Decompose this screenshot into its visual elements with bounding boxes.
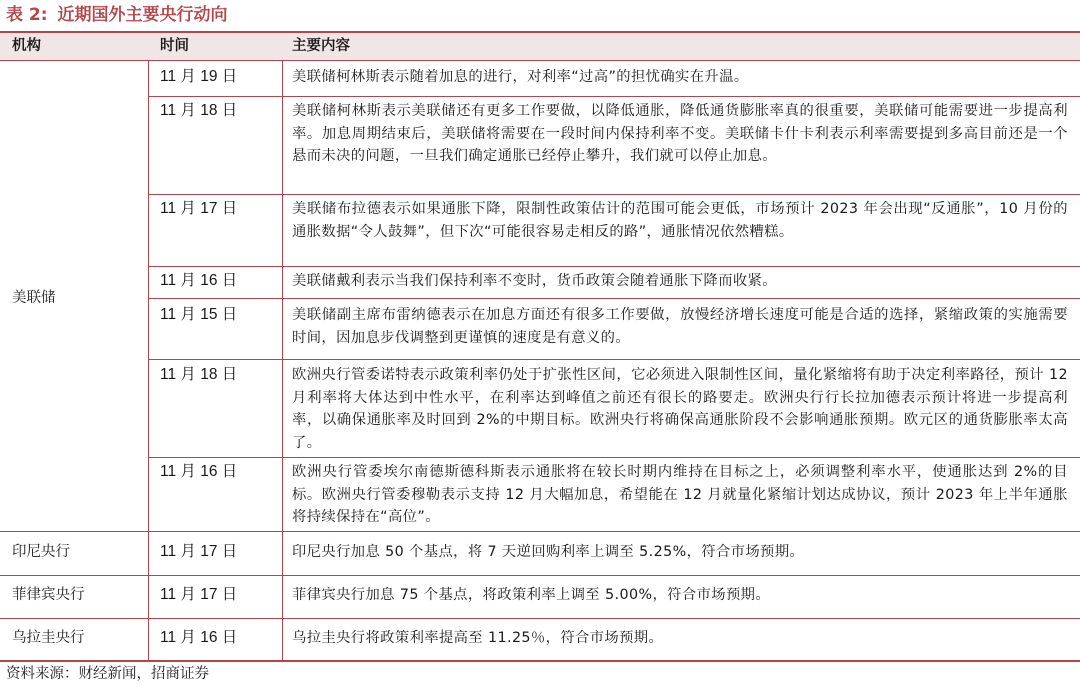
row-date: 11 月 16 日 [160,463,238,480]
row-content: 美联储柯林斯表示美联储还有更多工作要做，以降低通胀，降低通货膨胀率真的很重要，美联储可能需要进一步提高利率。加息周期结束后，美联储将需要在一段时间内保持利率不变。美联储卡什卡利表示利率需要提到多高目前还是一个悬而未决的问题，一旦我们确定通胀已经停止攀升，我们就可以停止加息。 [292,103,1068,164]
row-date: 11 月 17 日 [160,200,238,217]
table-header [0,31,1080,61]
column-divider-time [282,575,283,618]
row-divider [148,194,1080,195]
group-divider [0,575,1080,576]
row-content: 美联储副主席布雷纳德表示在加息方面还有很多工作要做，放慢经济增长速度可能是合适的选择，紧缩政策的实施需要时间，因加息步伐调整到更谨慎的速度是有意义的。 [292,307,1068,346]
row-date: 11 月 15 日 [160,306,238,323]
column-divider-org [148,618,149,660]
row-content: 美联储布拉德表示如果通胀下降，限制性政策估计的范围可能会更低，市场预计 2023 年会出现“反通胀”，10 月份的通胀数据“令人鼓舞”，但下次“可能很容易走相反的路”，通胀情况依然糟糕。 [292,201,1068,240]
row-divider [148,359,1080,360]
table-number: 表 2: [6,5,48,25]
row-date: 11 月 18 日 [160,366,238,383]
row-content: 美联储戴利表示当我们保持利率不变时，货币政策会随着通胀下降而收紧。 [292,273,777,289]
row-date: 11 月 16 日 [160,272,238,289]
row-content: 菲律宾央行加息 75 个基点，将政策利率上调至 5.00%，符合市场预期。 [292,587,771,603]
column-divider-time [282,531,283,575]
row-content: 欧洲央行管委埃尔南德斯德科斯表示通胀将在较长时期内维持在目标之上，必须调整利率水平，使通胀达到 2%的目标。欧洲央行管委穆勒表示支持 12 月大幅加息，希望能在 12 月就量化紧缩计划达成协议，预计 2023 年上半年通胀将持续保持在“高位”。 [292,464,1068,525]
header-content: 主要内容 [292,38,350,54]
column-divider-time [282,61,283,531]
table-bottom-border [0,660,1080,662]
group-divider [0,618,1080,619]
row-divider [148,298,1080,299]
column-divider-org [148,61,149,531]
row-content: 乌拉圭央行将政策利率提高至 11.25％，符合市场预期。 [292,630,664,646]
table-title: 近期国外主要央行动向 [57,5,228,25]
row-divider [148,457,1080,458]
table-caption [6,2,228,28]
row-divider [148,266,1080,267]
column-divider-org [148,531,149,575]
row-divider [148,96,1080,97]
org-label-fed: 美联储 [12,290,56,306]
org-label-uruguay: 乌拉圭央行 [12,630,85,646]
column-divider-org [148,575,149,618]
source-note: 资料来源：财经新闻，招商证券 [6,666,209,682]
row-date: 11 月 18 日 [160,102,238,119]
row-content: 美联储柯林斯表示随着加息的进行，对利率“过高”的担忧确实在升温。 [292,69,749,85]
header-time: 时间 [160,38,189,54]
row-content: 印尼央行加息 50 个基点，将 7 天逆回购利率上调至 5.25%，符合市场预期。 [292,544,805,560]
row-date: 11 月 17 日 [160,586,238,603]
column-divider-time [282,618,283,660]
group-divider [0,531,1080,532]
header-org: 机构 [12,38,41,54]
row-date: 11 月 16 日 [160,629,238,646]
org-label-indonesia: 印尼央行 [12,544,70,560]
row-content: 欧洲央行管委诺特表示政策利率仍处于扩张性区间，它必须进入限制性区间，量化紧缩将有助于决定利率路径，预计 12 月利率将大体达到中性水平，在利率达到峰值之前还有很长的路要走。欧洲央行行长拉加德表示预计将进一步提高利率，以确保通胀率及时回到 2%的中期目标。欧洲央行将确保高通胀阶段不会影响通胀预期。欧元区的通货膨胀率太高了。 [292,367,1068,451]
row-date: 11 月 19 日 [160,68,238,85]
row-date: 11 月 17 日 [160,543,238,560]
org-label-philippines: 菲律宾央行 [12,587,85,603]
